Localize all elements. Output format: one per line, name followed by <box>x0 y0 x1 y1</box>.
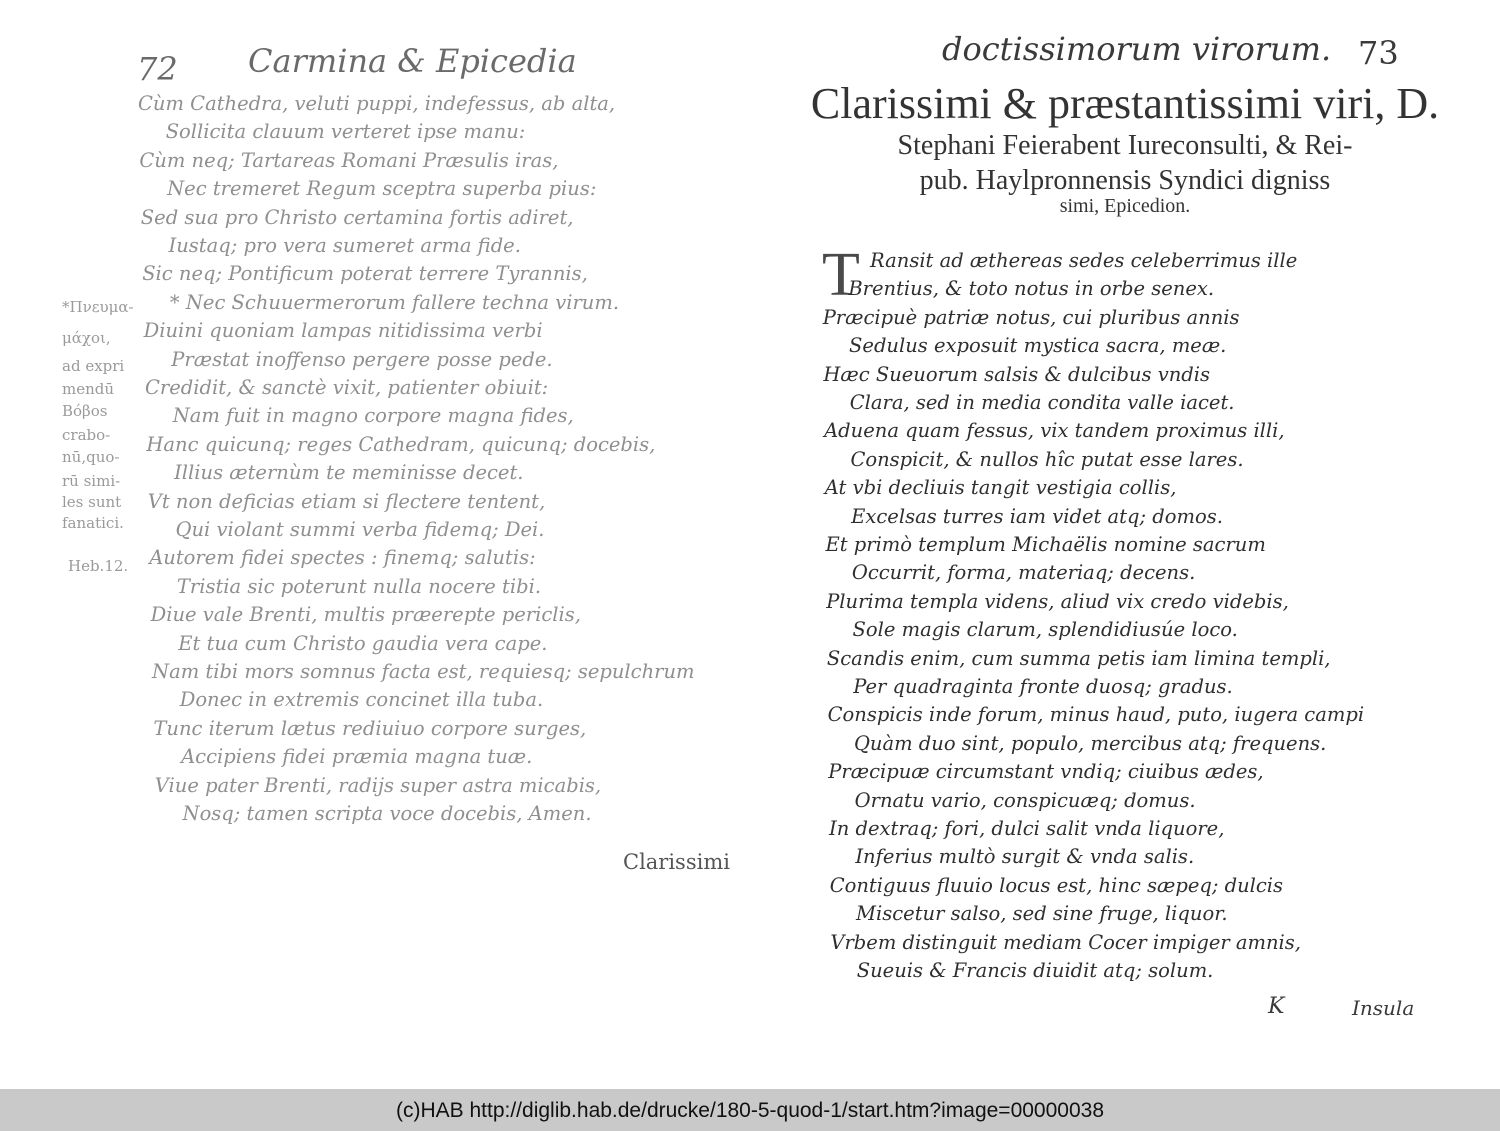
verse-line: Vt non deficias etiam si flectere tentent, <box>147 489 546 513</box>
verse-line: Ornatu vario, conspicuæq; domus. <box>854 788 1196 812</box>
verse-line: Ransit ad æthereas sedes celeberrimus ille <box>870 249 1298 272</box>
verse-line: Hæc Sueuorum salsis & dulcibus vndis <box>823 362 1211 386</box>
verse-line: Inferius multò surgit & vnda salis. <box>855 845 1195 869</box>
drop-cap: T <box>822 241 860 309</box>
poem-title-line-2: Stephani Feierabent Iureconsulti, & Rei- <box>897 130 1353 161</box>
poem-title-line-4: simi, Epicedion. <box>1059 195 1191 217</box>
verse-line: Sollicita clauum verteret ipse manu: <box>165 120 526 144</box>
verse-line: Clara, sed in media condita valle iacet. <box>849 391 1235 414</box>
margin-note: mendū <box>62 380 115 398</box>
verse-line: Donec in extremis concinet illa tuba. <box>179 688 544 712</box>
margin-note: Heb.12. <box>68 557 129 575</box>
verse-line: Occurrit, forma, materiaq; decens. <box>851 561 1196 585</box>
margin-note: μάχοι, <box>62 329 111 347</box>
left-running-head: Carmina & Epicedia <box>248 42 577 80</box>
verse-line: Excelsas turres iam videt atq; domos. <box>851 504 1223 528</box>
verse-line: Nec tremeret Regum sceptra superba pius: <box>167 177 597 201</box>
margin-note: rū simi- <box>62 472 121 490</box>
verse-line: Tunc iterum lætus rediuiuo corpore surges, <box>153 716 587 740</box>
verse-line: Et primò templum Michaëlis nomine sacrum <box>825 533 1266 556</box>
margin-note: ad expri <box>62 357 125 375</box>
verse-line: Vrbem distinguit mediam Cocer impiger amnis, <box>830 930 1301 954</box>
signature-mark: K <box>1268 994 1285 1019</box>
footer-url: (c)HAB http://diglib.hab.de/drucke/180-5-quod-1/start.htm?image=00000038 <box>395 1099 1104 1122</box>
verse-line: Cùm neq; Tartareas Romani Præsulis iras, <box>139 148 559 172</box>
verse-line: Credidit, & sanctè vixit, patienter obiuit: <box>145 376 549 399</box>
right-running-head: doctissimorum virorum. <box>942 30 1332 68</box>
verse-line: Quàm duo sint, populo, mercibus atq; frequens. <box>853 731 1327 755</box>
verse-line: Accipiens fidei præmia magna tuæ. <box>181 745 533 769</box>
verse-line: Et tua cum Christo gaudia vera cape. <box>178 631 548 655</box>
margin-note: Bόβos <box>62 402 108 420</box>
verse-line: Contiguus fluuio locus est, hinc sæpeq; dulcis <box>829 873 1284 897</box>
verse-line: Conspicit, & nullos hîc putat esse lares. <box>850 447 1244 471</box>
verse-line: Tristia sic poterunt nulla nocere tibi. <box>176 574 542 598</box>
verse-line: Hanc quicunq; reges Cathedram, quicunq; docebis, <box>146 432 656 456</box>
right-page-number: 73 <box>1358 34 1399 72</box>
right-page <box>750 0 1500 1088</box>
footer-bar <box>0 1089 1500 1131</box>
right-catchword: Insula <box>1352 996 1415 1020</box>
verse-line: Illius æternùm te meminisse decet. <box>174 461 524 485</box>
verse-line: Scandis enim, cum summa petis iam limina templi, <box>826 646 1331 670</box>
verse-line: In dextraq; fori, dulci salit vnda liquore, <box>829 817 1225 840</box>
verse-line: Autorem fidei spectes : finemq; salutis: <box>149 546 536 570</box>
verse-line: Sole magis clarum, splendidiusúe loco. <box>852 618 1238 642</box>
margin-note: crabo- <box>62 426 111 444</box>
verse-line: Cùm Cathedra, veluti puppi, indefessus, ab alta, <box>138 92 616 115</box>
margin-note: fanatici. <box>62 514 124 532</box>
poem-title-line-3: pub. Haylpronnensis Syndici digniss <box>919 165 1331 196</box>
verse-line: Brentius, & toto notus in orbe senex. <box>848 277 1215 301</box>
left-page <box>0 0 750 1088</box>
verse-line: Sed sua pro Christo certamina fortis adiret, <box>140 205 574 229</box>
verse-line: At vbi decliuis tangit vestigia collis, <box>824 476 1177 500</box>
verse-line: Præcipuè patriæ notus, cui pluribus annis <box>822 305 1240 329</box>
verse-line: Diuini quoniam lampas nitidissima verbi <box>143 319 543 343</box>
verse-line: Plurima templa videns, aliud vix credo videbis, <box>826 589 1289 613</box>
poem-title-line-1: Clarissimi & præstantissimi viri, D. <box>810 79 1440 128</box>
verse-line: Nosq; tamen scripta voce docebis, Amen. <box>182 802 592 825</box>
margin-note: les sunt <box>62 493 122 511</box>
verse-line: Qui violant summi verba fidemq; Dei. <box>175 518 545 541</box>
verse-line: Conspicis inde forum, minus haud, puto, iugera campi <box>827 703 1365 727</box>
verse-line: Nam tibi mors somnus facta est, requiesq; sepulchrum <box>152 660 695 683</box>
verse-line: Aduena quam fessus, vix tandem proximus illi, <box>824 419 1285 443</box>
verse-line: Miscetur salso, sed sine fruge, liquor. <box>856 902 1228 926</box>
verse-line: Sueuis & Francis diuidit atq; solum. <box>856 959 1214 982</box>
verse-line: Per quadraginta fronte duosq; gradus. <box>853 675 1233 698</box>
verse-line: Viue pater Brenti, radijs super astra micabis, <box>154 773 602 797</box>
margin-note: *Πνευμα- <box>62 298 134 316</box>
left-page-number: 72 <box>137 50 178 88</box>
verse-line: Nam fuit in magno corpore magna fides, <box>172 404 574 428</box>
verse-line: Præstat inoffenso pergere posse pede. <box>171 347 553 371</box>
left-catchword: Clarissimi <box>623 850 730 874</box>
verse-line: * Nec Schuuermerorum fallere techna virum. <box>169 290 620 314</box>
verse-line: Sic neq; Pontificum poterat terrere Tyrannis, <box>142 262 588 286</box>
verse-line: Sedulus exposuit mystica sacra, meæ. <box>849 334 1227 358</box>
verse-line: Præcipuæ circumstant vndiq; ciuibus ædes, <box>828 760 1264 784</box>
verse-line: Diue vale Brenti, multis præerepte periclis, <box>150 603 581 627</box>
verse-line: Iustaq; pro vera sumeret arma fide. <box>168 234 521 257</box>
margin-note: nū,quo- <box>62 448 120 466</box>
